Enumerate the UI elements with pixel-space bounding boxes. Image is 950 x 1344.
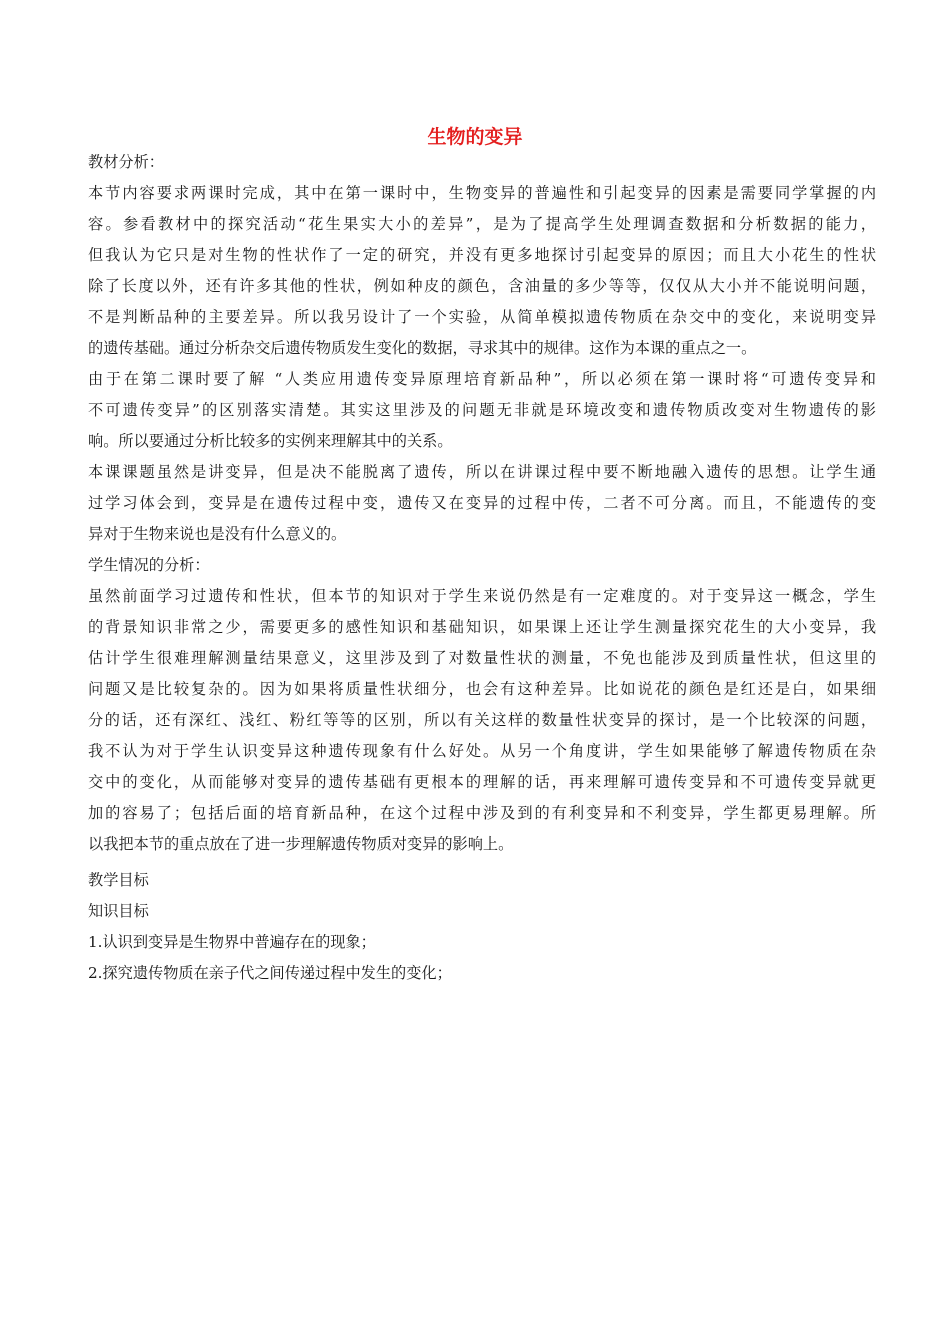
paragraph-line: 过学习体会到，变异是在遗传过程中变，遗传又在变异的过程中传，二者不可分离。而且，不能遗传的变 (88, 494, 876, 512)
section-heading: 教学目标 (88, 871, 149, 889)
section-heading: 学生情况的分析： (88, 556, 210, 574)
paragraph-line: 虽然前面学习过遗传和性状，但本节的知识对于学生来说仍然是有一定难度的。对于变异这一概念，学生 (88, 587, 876, 605)
paragraph-line: 以我把本节的重点放在了进一步理解遗传物质对变异的影响上。 (88, 835, 514, 853)
paragraph-line: 响。所以要通过分析比较多的实例来理解其中的关系。 (88, 432, 453, 450)
paragraph-line: 除了长度以外，还有许多其他的性状，例如种皮的颜色，含油量的多少等等，仅仅从大小并不能说明问题， (88, 277, 876, 295)
section-heading: 知识目标 (88, 902, 149, 920)
paragraph-line: 估计学生很难理解测量结果意义，这里涉及到了对数量性状的测量，不免也能涉及到质量性状，但这里的 (88, 649, 876, 667)
paragraph-line: 异对于生物来说也是没有什么意义的。 (88, 525, 347, 543)
paragraph-line: 本课课题虽然是讲变异，但是决不能脱离了遗传，所以在讲课过程中要不断地融入遗传的思想。让学生通 (88, 463, 876, 481)
paragraph-line: 分的话，还有深红、浅红、粉红等等的区别，所以有关这样的数量性状变异的探讨，是一个比较深的问题， (88, 711, 876, 729)
paragraph-line: 容。参看教材中的探究活动“花生果实大小的差异”，是为了提高学生处理调查数据和分析数据的能力， (88, 215, 876, 233)
list-item: 1.认识到变异是生物界中普遍存在的现象； (88, 933, 376, 951)
paragraph-line: 问题又是比较复杂的。因为如果将质量性状细分，也会有这种差异。比如说花的颜色是红还是白，如果细 (88, 680, 876, 698)
paragraph-line: 的遗传基础。通过分析杂交后遗传物质发生变化的数据，寻求其中的规律。这作为本课的重点之一。 (88, 339, 757, 357)
paragraph-line: 本节内容要求两课时完成，其中在第一课时中，生物变异的普遍性和引起变异的因素是需要同学掌握的内 (88, 184, 876, 202)
paragraph-line: 不可遗传变异”的区别落实清楚。其实这里涉及的问题无非就是环境改变和遗传物质改变对生物遗传的影 (88, 401, 876, 419)
paragraph-line: 的背景知识非常之少，需要更多的感性知识和基础知识，如果课上还让学生测量探究花生的大小变异，我 (88, 618, 876, 636)
list-item: 2.探究遗传物质在亲子代之间传递过程中发生的变化； (88, 964, 452, 982)
page-title: 生物的变异 (427, 126, 523, 148)
paragraph-line: 但我认为它只是对生物的性状作了一定的研究，并没有更多地探讨引起变异的原因；而且大小花生的性状 (88, 246, 876, 264)
paragraph-line: 加的容易了；包括后面的培育新品种，在这个过程中涉及到的有利变异和不利变异，学生都更易理解。所 (88, 804, 876, 822)
paragraph-line: 由于在第二课时要了解 “人类应用遗传变异原理培育新品种”，所以必须在第一课时将“可遗传变异和 (88, 370, 876, 388)
section-heading: 教材分析： (88, 153, 164, 171)
paragraph-line: 交中的变化，从而能够对变异的遗传基础有更根本的理解的话，再来理解可遗传变异和不可遗传变异就更 (88, 773, 876, 791)
document-body (88, 147, 876, 989)
paragraph-line: 不是判断品种的主要差异。所以我另设计了一个实验，从简单模拟遗传物质在杂交中的变化，来说明变异 (88, 308, 876, 326)
paragraph-line: 我不认为对于学生认识变异这种遗传现象有什么好处。从另一个角度讲，学生如果能够了解遗传物质在杂 (88, 742, 876, 760)
